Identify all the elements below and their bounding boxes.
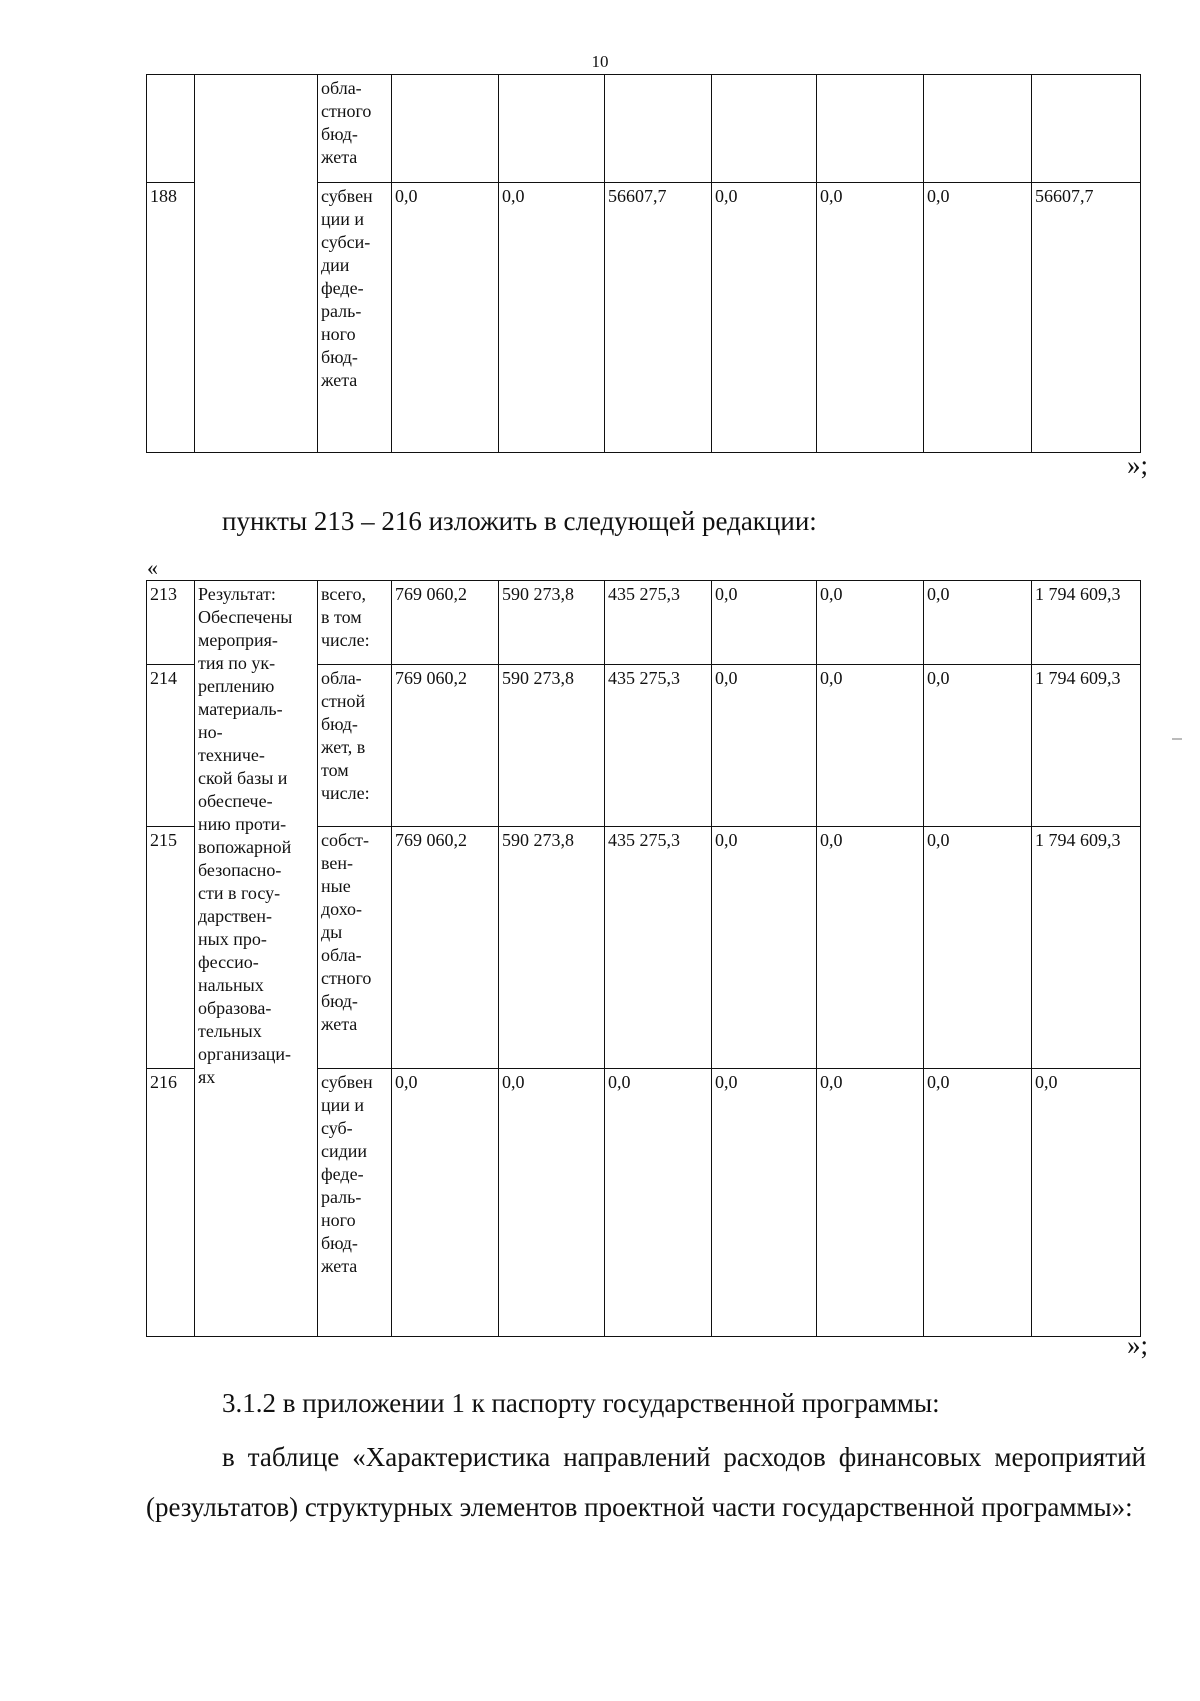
row-number-cell: 213 <box>147 581 195 665</box>
closing-quote: »; <box>1126 1330 1148 1360</box>
source-cell: субвен ции и суб- сидии феде- раль- ного бюд- жета <box>318 1069 392 1337</box>
table-row <box>147 75 1141 183</box>
closing-quote: »; <box>1126 450 1148 480</box>
value-cell <box>392 75 499 183</box>
page-number: 10 <box>591 52 609 71</box>
value-cell: 0,0 <box>712 1069 817 1337</box>
value-cell: 769 060,2 <box>392 581 499 665</box>
value-cell: 769 060,2 <box>392 827 499 1069</box>
value-cell: 1 794 609,3 <box>1032 827 1141 1069</box>
value-cell: 56607,7 <box>1032 183 1141 453</box>
value-cell: 0,0 <box>1032 1069 1141 1337</box>
value-cell: 590 273,8 <box>499 665 605 827</box>
value-cell: 435 275,3 <box>605 665 712 827</box>
value-cell: 1 794 609,3 <box>1032 581 1141 665</box>
value-cell: 0,0 <box>817 183 924 453</box>
source-cell: всего, в том числе: <box>318 581 392 665</box>
table-row <box>147 581 1141 665</box>
value-cell: 0,0 <box>924 183 1032 453</box>
value-cell: 435 275,3 <box>605 827 712 1069</box>
scan-artifact <box>1172 738 1182 740</box>
name-cell <box>195 75 318 453</box>
value-cell: 1 794 609,3 <box>1032 665 1141 827</box>
value-cell <box>924 75 1032 183</box>
value-cell: 56607,7 <box>605 183 712 453</box>
continuation-table <box>146 74 1141 453</box>
source-cell: собст- вен- ные дохо- ды обла- стного бюд- жета <box>318 827 392 1069</box>
value-cell: 0,0 <box>817 1069 924 1337</box>
opening-quote: « <box>147 555 158 580</box>
value-cell: 0,0 <box>712 827 817 1069</box>
value-cell: 0,0 <box>605 1069 712 1337</box>
value-cell <box>605 75 712 183</box>
value-cell: 0,0 <box>392 1069 499 1337</box>
value-cell: 590 273,8 <box>499 581 605 665</box>
value-cell: 0,0 <box>817 581 924 665</box>
value-cell: 0,0 <box>924 1069 1032 1337</box>
source-cell: субвен ции и субси- дии феде- раль- ного бюд- жета <box>318 183 392 453</box>
value-cell <box>499 75 605 183</box>
source-cell: обла- стного бюд- жета <box>318 75 392 183</box>
value-cell: 0,0 <box>499 1069 605 1337</box>
value-cell: 0,0 <box>712 183 817 453</box>
source-cell: обла- стной бюд- жет, в том числе: <box>318 665 392 827</box>
value-cell: 435 275,3 <box>605 581 712 665</box>
value-cell: 0,0 <box>817 827 924 1069</box>
value-cell: 0,0 <box>712 581 817 665</box>
value-cell: 0,0 <box>924 665 1032 827</box>
results-table <box>146 580 1141 1337</box>
value-cell: 0,0 <box>392 183 499 453</box>
row-number-cell: 214 <box>147 665 195 827</box>
row-number-cell: 215 <box>147 827 195 1069</box>
value-cell: 0,0 <box>499 183 605 453</box>
row-number-cell <box>147 75 195 183</box>
paragraph: пункты 213 – 216 изложить в следующей редакции: <box>222 506 817 536</box>
paragraph: 3.1.2 в приложении 1 к паспорту государственной программы: <box>222 1388 940 1418</box>
value-cell <box>817 75 924 183</box>
row-number-cell: 188 <box>147 183 195 453</box>
value-cell: 769 060,2 <box>392 665 499 827</box>
result-description-cell: Результат: Обеспечены мероприя- тия по ук- реплению материаль- но- техниче- ской базы и обеспече- нию проти- вопожарной безопасно- сти в госу- дарствен- ных про- фессио- нальных образова- тельных организаци- ях <box>195 581 318 1337</box>
paragraph: в таблице «Характеристика направлений расходов финансовых мероприятий (результатов) структурных элементов проектной части государственной программы»: <box>146 1442 1146 1522</box>
row-number-cell: 216 <box>147 1069 195 1337</box>
value-cell: 0,0 <box>924 581 1032 665</box>
value-cell <box>1032 75 1141 183</box>
value-cell: 0,0 <box>817 665 924 827</box>
value-cell: 0,0 <box>924 827 1032 1069</box>
value-cell: 590 273,8 <box>499 827 605 1069</box>
value-cell <box>712 75 817 183</box>
value-cell: 0,0 <box>712 665 817 827</box>
